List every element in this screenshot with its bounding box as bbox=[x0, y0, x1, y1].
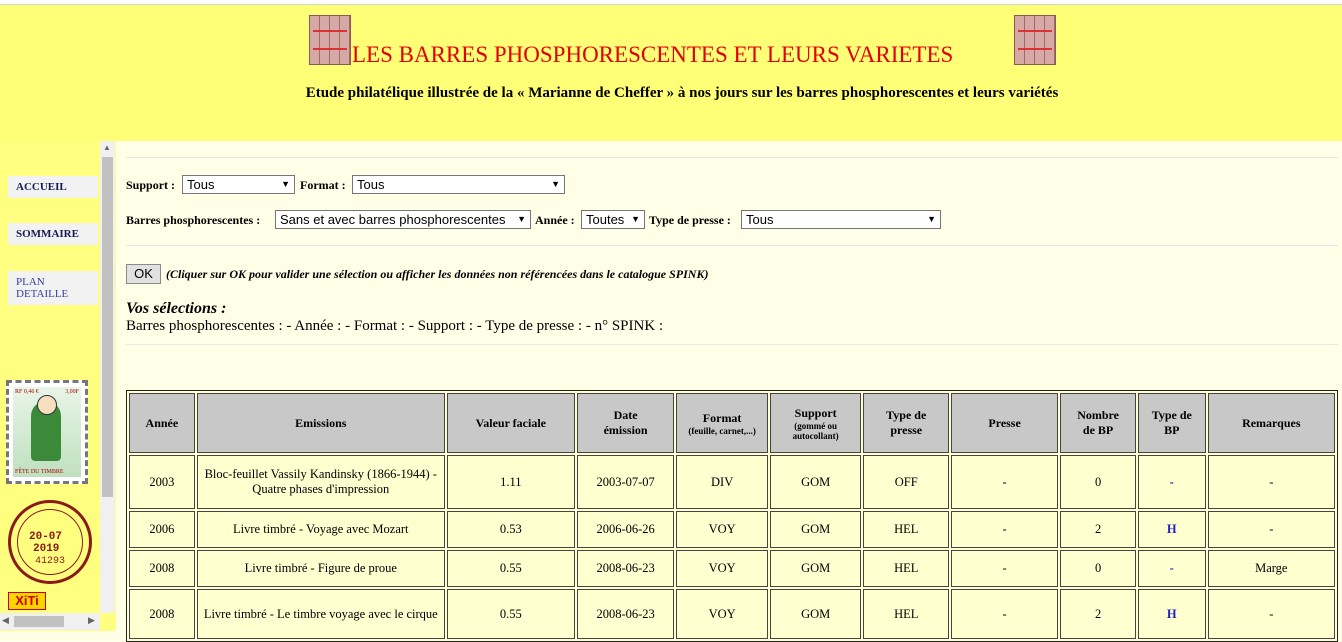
cell-nombre-bp: 2 bbox=[1060, 589, 1136, 639]
cell-type-bp[interactable]: H bbox=[1138, 511, 1206, 548]
support-select-value: Tous bbox=[187, 177, 215, 192]
col-support-label: Support bbox=[794, 405, 837, 420]
type-presse-label: Type de presse : bbox=[649, 213, 731, 227]
page-subtitle: Etude philatélique illustrée de la « Marianne de Cheffer » à nos jours sur les barres phosphorescentes et leurs variétés bbox=[305, 85, 1059, 101]
cell-support: GOM bbox=[770, 455, 862, 509]
sidebar-vertical-scrollbar[interactable] bbox=[100, 141, 115, 613]
cell-type-presse: HEL bbox=[863, 511, 949, 548]
cell-annee: 2008 bbox=[129, 550, 195, 587]
col-nombre-line2: de BP bbox=[1082, 423, 1114, 437]
cell-type-bp[interactable]: - bbox=[1138, 455, 1206, 509]
divider bbox=[126, 344, 1338, 345]
chevron-down-icon: ▼ bbox=[517, 214, 526, 224]
gaston-figure-icon bbox=[31, 401, 61, 461]
cell-type-presse: HEL bbox=[863, 589, 949, 639]
cell-emission: Livre timbré - Voyage avec Mozart bbox=[197, 511, 445, 548]
col-remarques: Remarques bbox=[1208, 393, 1335, 453]
cell-presse: - bbox=[951, 455, 1058, 509]
col-typebp-line1: Type de bbox=[1151, 408, 1192, 422]
cell-support: GOM bbox=[770, 589, 862, 639]
cell-annee: 2003 bbox=[129, 455, 195, 509]
cell-date: 2003-07-07 bbox=[577, 455, 675, 509]
nav-sommaire-button[interactable]: SOMMAIRE bbox=[8, 223, 98, 245]
cell-nombre-bp: 0 bbox=[1060, 455, 1136, 509]
support-select[interactable] bbox=[182, 175, 295, 194]
nav-accueil-button[interactable]: ACCUEIL bbox=[8, 176, 98, 198]
type-presse-select[interactable] bbox=[741, 210, 941, 229]
cell-format: VOY bbox=[676, 589, 768, 639]
cell-nombre-bp: 0 bbox=[1060, 550, 1136, 587]
col-type-bp bbox=[1138, 393, 1206, 453]
cell-valeur: 0.53 bbox=[447, 511, 575, 548]
cell-remarques: Marge bbox=[1208, 550, 1335, 587]
cell-annee: 2006 bbox=[129, 511, 195, 548]
col-date-line2: émission bbox=[603, 423, 648, 437]
col-annee: Année bbox=[129, 393, 195, 453]
divider bbox=[126, 245, 1338, 246]
seal-date: 20-07 bbox=[29, 531, 63, 543]
col-date-line1: Date bbox=[613, 408, 638, 422]
annee-select[interactable] bbox=[581, 210, 645, 229]
ok-button[interactable]: OK bbox=[126, 264, 161, 284]
col-typebp-line2: BP bbox=[1164, 423, 1180, 437]
philatelistes-seal[interactable] bbox=[8, 500, 92, 584]
cell-remarques: - bbox=[1208, 511, 1335, 548]
cell-valeur: 0.55 bbox=[447, 550, 575, 587]
col-nombre-line1: Nombre bbox=[1077, 408, 1119, 422]
cell-presse: - bbox=[951, 550, 1058, 587]
format-select[interactable] bbox=[352, 175, 565, 194]
cell-presse: - bbox=[951, 511, 1058, 548]
cell-remarques: - bbox=[1208, 455, 1335, 509]
stamp-logo-right-icon bbox=[1014, 15, 1056, 65]
cell-date: 2008-06-23 bbox=[577, 589, 675, 639]
col-format-sub: (feuille, carnet,...) bbox=[688, 425, 756, 436]
col-presse: Presse bbox=[951, 393, 1058, 453]
page-header bbox=[0, 5, 1342, 141]
col-type-presse bbox=[863, 393, 949, 453]
format-select-value: Tous bbox=[357, 177, 385, 192]
scroll-up-icon[interactable]: ▲ bbox=[103, 143, 111, 152]
col-format bbox=[676, 393, 768, 453]
chevron-down-icon: ▼ bbox=[551, 179, 560, 189]
cell-type-bp[interactable]: - bbox=[1138, 550, 1206, 587]
seal-year: 2019 bbox=[33, 543, 60, 555]
cell-type-bp[interactable]: H bbox=[1138, 589, 1206, 639]
results-table bbox=[126, 390, 1338, 642]
stamp-bottom-text: FÊTE DU TIMBRE bbox=[15, 469, 64, 475]
cell-date: 2006-06-26 bbox=[577, 511, 675, 548]
cell-format: VOY bbox=[676, 511, 768, 548]
stamp-image[interactable] bbox=[6, 380, 88, 484]
cell-nombre-bp: 2 bbox=[1060, 511, 1136, 548]
cell-valeur: 1.11 bbox=[447, 455, 575, 509]
col-nombre-bp bbox=[1060, 393, 1136, 453]
nav-plan-label-line1: PLAN bbox=[16, 276, 45, 288]
table-row bbox=[129, 511, 1335, 548]
cell-type-presse: HEL bbox=[863, 550, 949, 587]
cell-format: DIV bbox=[676, 455, 768, 509]
cell-emission: Livre timbré - Le timbre voyage avec le cirque bbox=[197, 589, 445, 639]
col-emissions: Emissions bbox=[197, 393, 445, 453]
page-title: LES BARRES PHOSPHORESCENTES ET LEURS VARIETES bbox=[352, 42, 954, 67]
table-row bbox=[129, 455, 1335, 509]
format-label: Format : bbox=[300, 178, 346, 192]
stamp-top-right-text: 3,00F bbox=[65, 389, 79, 395]
nav-plan-label-line2: DETAILLE bbox=[16, 288, 69, 300]
bp-select-value: Sans et avec barres phosphorescentes bbox=[280, 212, 506, 227]
chevron-down-icon: ▼ bbox=[631, 214, 640, 224]
seal-number: 41293 bbox=[35, 556, 66, 567]
col-format-label: Format bbox=[702, 410, 742, 425]
bp-select[interactable] bbox=[275, 210, 531, 229]
annee-select-value: Toutes bbox=[586, 212, 625, 227]
table-row bbox=[129, 589, 1335, 639]
cell-presse: - bbox=[951, 589, 1058, 639]
col-support bbox=[770, 393, 862, 453]
type-presse-select-value: Tous bbox=[746, 212, 774, 227]
scroll-thumb-vertical[interactable] bbox=[102, 157, 113, 497]
annee-label: Année : bbox=[535, 213, 575, 227]
col-type-line2: presse bbox=[890, 423, 923, 437]
cell-support: GOM bbox=[770, 511, 862, 548]
col-valeur-faciale: Valeur faciale bbox=[447, 393, 575, 453]
sidebar-horizontal-scrollbar[interactable] bbox=[0, 613, 100, 630]
selections-summary: Barres phosphorescentes : - Année : - Format : - Support : - Type de presse : - n° SPINK : bbox=[126, 318, 664, 334]
divider bbox=[126, 157, 1338, 158]
chevron-down-icon: ▼ bbox=[281, 179, 290, 189]
cell-type-presse: OFF bbox=[863, 455, 949, 509]
stamp-logo-left-icon bbox=[309, 15, 351, 65]
selections-title: Vos sélections : bbox=[126, 300, 227, 317]
scroll-left-icon[interactable]: ◀ bbox=[2, 615, 9, 625]
scroll-thumb-horizontal[interactable] bbox=[14, 616, 64, 627]
cell-emission: Bloc-feuillet Vassily Kandinsky (1866-1944) - Quatre phases d'impression bbox=[197, 455, 445, 509]
col-type-line1: Type de bbox=[886, 408, 927, 422]
col-date-emission bbox=[577, 393, 675, 453]
main-content bbox=[116, 141, 1342, 631]
nav-plan-detaille-button[interactable] bbox=[8, 271, 98, 305]
stamp-top-left-text: RF 0,46 € bbox=[15, 389, 39, 395]
cell-format: VOY bbox=[676, 550, 768, 587]
cell-valeur: 0.55 bbox=[447, 589, 575, 639]
cell-annee: 2008 bbox=[129, 589, 195, 639]
cell-support: GOM bbox=[770, 550, 862, 587]
cell-date: 2008-06-23 bbox=[577, 550, 675, 587]
xiti-badge[interactable]: XiTi bbox=[8, 592, 46, 610]
scroll-right-icon[interactable]: ▶ bbox=[88, 615, 95, 625]
cell-remarques: - bbox=[1208, 589, 1335, 639]
col-support-sub: (gommé ou autocollant) bbox=[792, 420, 839, 441]
table-header-row bbox=[129, 393, 1335, 453]
support-label: Support : bbox=[126, 178, 176, 192]
cell-emission: Livre timbré - Figure de proue bbox=[197, 550, 445, 587]
chevron-down-icon: ▼ bbox=[927, 214, 936, 224]
table-row bbox=[129, 550, 1335, 587]
ok-hint-text: (Cliquer sur OK pour valider une sélection ou afficher les données non référencées dans le catalogue SPINK) bbox=[166, 267, 709, 281]
bp-label: Barres phosphorescentes : bbox=[126, 213, 261, 227]
